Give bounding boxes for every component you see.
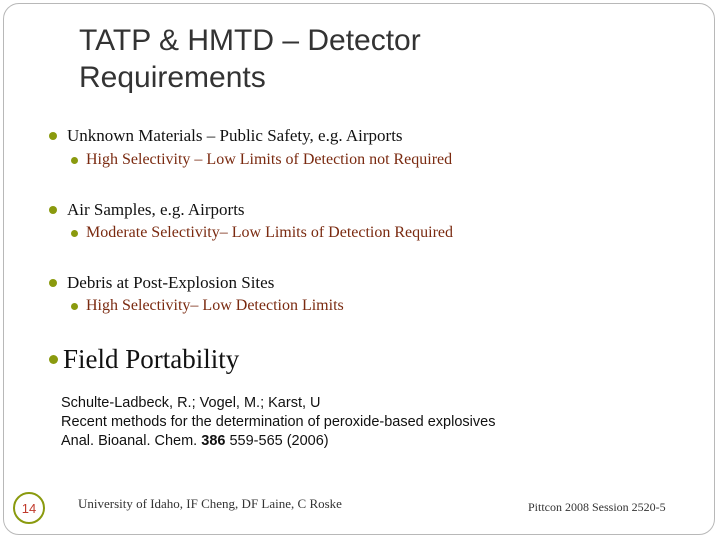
sub-bullet-item: [71, 151, 452, 169]
bullet-text: Unknown Materials – Public Safety, e.g. Airports: [67, 126, 403, 145]
sub-bullet-text: High Selectivity– Low Detection Limits: [86, 297, 344, 314]
bullet-text: Debris at Post-Explosion Sites: [67, 273, 275, 292]
reference-citation: [61, 394, 495, 451]
sub-bullet-text: Moderate Selectivity– Low Limits of Detection Required: [86, 224, 454, 241]
sub-bullet-dot-icon: [71, 303, 78, 310]
slide-number-badge: [13, 492, 45, 524]
bullet-item-field-portability: [49, 344, 239, 375]
sub-bullet-dot-icon: [71, 157, 78, 164]
bullet-dot-icon: [49, 132, 57, 140]
reference-source: [61, 432, 495, 451]
bullet-item: [49, 200, 245, 220]
bullet-item: [49, 126, 403, 146]
reference-article-title: Recent methods for the determination of peroxide-based explosives: [61, 414, 496, 430]
bullet-item: [49, 273, 274, 293]
bullet-text: Field Portability: [63, 344, 240, 374]
reference-journal: Anal. Bioanal. Chem.: [61, 433, 198, 449]
slide-number: 14: [21, 500, 37, 516]
bullet-dot-icon: [49, 279, 57, 287]
reference-authors: Schulte-Ladbeck, R.; Vogel, M.; Karst, U: [61, 395, 321, 411]
sub-bullet-item: [71, 297, 344, 315]
bullet-text: Air Samples, e.g. Airports: [67, 200, 245, 219]
bullet-dot-icon: [49, 355, 58, 364]
slide-title: [79, 22, 639, 96]
sub-bullet-item: [71, 224, 453, 242]
reference-pages-year: 559-565 (2006): [229, 433, 329, 449]
title-line-1: TATP & HMTD – Detector: [79, 24, 421, 57]
title-line-2: Requirements: [79, 61, 266, 94]
sub-bullet-text: High Selectivity – Low Limits of Detection not Required: [86, 151, 453, 168]
bullet-dot-icon: [49, 206, 57, 214]
footer-event: Pittcon 2008 Session 2520-5: [528, 500, 666, 514]
footer-authors: University of Idaho, IF Cheng, DF Laine, C Roske: [78, 496, 342, 511]
reference-volume: 386: [201, 433, 226, 449]
sub-bullet-dot-icon: [71, 230, 78, 237]
